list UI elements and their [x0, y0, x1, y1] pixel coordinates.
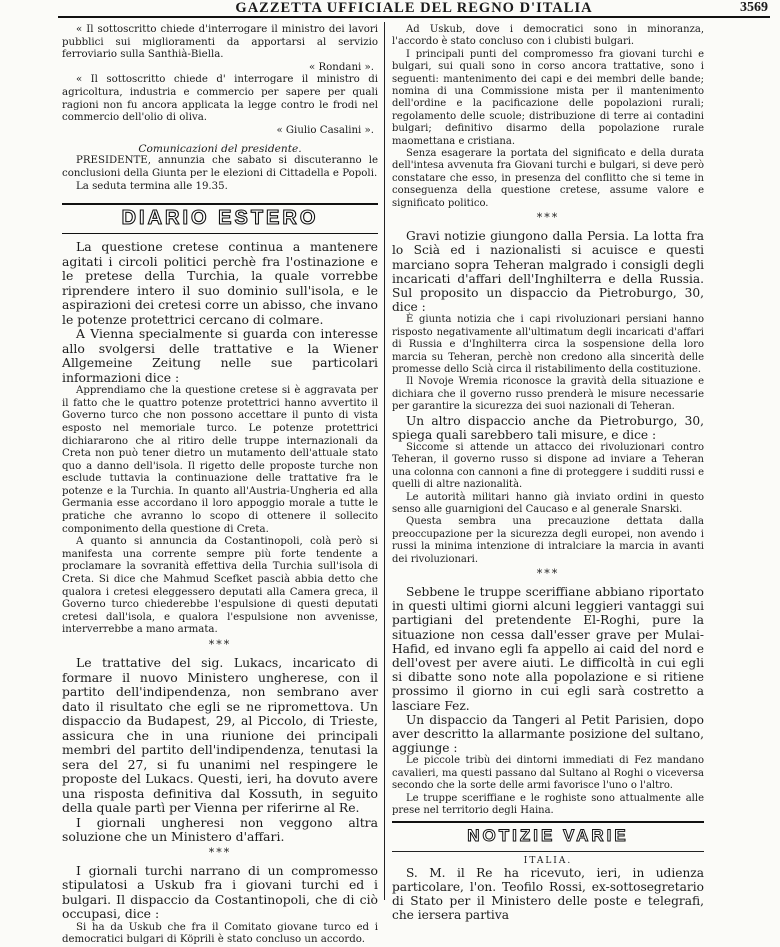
novoje-wremia-paragraph: Il Novoje Wremia riconosce la gravità della situazione e dichiara che il governo russo prenderà le misure necessarie per garantire la sicurezza dei suoi nazionali di Teheran. — [392, 376, 704, 413]
fez-tribes-paragraph: Le piccole tribù dei dintorni immediati di Fez mandano cavalieri, ma questi passano dal Sultano al Roghi o viceversa secondo che la sorte delle armi favorisce l'uno o l'altro. — [392, 755, 704, 792]
page-header — [58, 0, 770, 18]
separator-stars: *** — [208, 638, 232, 651]
interrogation-rondani: « Il sottoscritto chiede d'interrogare il ministro dei lavori pubblici sui miglioramenti da apportarsi al servizio ferroviario sulla Santhià-Biella. — [62, 24, 378, 61]
president-communications-heading: Comunicazioni del presidente. — [138, 143, 302, 156]
separator-stars: *** — [208, 845, 232, 859]
cretan-question-paragraph: La questione cretese continua a mantenere agitati i circoli politici perchè fra l'ostinazione e le pretese della Turchia, la quale vorrebbe riprendere intero il suo dominio sull'isola, e le aspirazioni dei cretesi corre un abisso, che invano le potenze protettrici cercano di colmare. — [62, 239, 378, 327]
italia-subheading: ITALIA. — [523, 855, 573, 866]
uskub-accord: Ad Uskub, dove i democratici sono in minoranza, l'accordo è stato concluso con i clubisti bulgari. — [392, 24, 704, 48]
tangeri-dispatch: Un dispaccio da Tangeri al Petit Parisien, dopo aver descritto la allarmante posizione del sultano, aggiunge : — [392, 712, 704, 756]
right-column — [392, 24, 704, 923]
petersburg-dispatch: Un altro dispaccio anche da Pietroburgo, 30, spiega quali sarebbero tali misure, e dice : — [392, 413, 704, 442]
newspaper-title: GAZZETTA UFFICIALE DEL REGNO D'ITALIA — [235, 0, 593, 16]
separator-stars: *** — [536, 211, 560, 225]
session-end: La seduta termina alle 19.35. — [76, 180, 228, 192]
uskub-dispatch: Si ha da Uskub che fra il Comitato giovane turco ed i democratici bulgari di Köprili è stato concluso un accordo. — [62, 921, 378, 946]
interrogation-casalini: « Il sottoscritto chiede d' interrogare il ministro di agricoltura, industria e commercio per sapere per quali ragioni non fu ancora applicata la legge contro le frodi nel commercio dell'olio di oliva. — [62, 74, 378, 124]
hungarian-papers-paragraph: I giornali ungheresi non veggono altra soluzione che un Ministero d'affari. — [62, 814, 378, 844]
column-divider — [384, 22, 385, 900]
precaution-paragraph: Questa sembra una precauzione dettata dalla preoccupazione per la sicurezza degli europei, non avendo i russi la minima intenzione di intralciare la marcia in avanti dei rivoluzionari. — [392, 516, 704, 565]
section-title-notizie-varie: NOTIZIE VARIE — [467, 825, 629, 845]
signature-casalini: « Giulio Casalini ». — [276, 124, 374, 136]
separator-stars: *** — [536, 567, 560, 581]
signature-rondani: « Rondani ». — [309, 61, 374, 73]
persia-paragraph: Gravi notizie giungono dalla Persia. La lotta fra lo Scià ed i nazionalisti si acuisce e questi marciano sopra Teheran malgrado i consigli degli incaricati d'affari dell'Inghilterra e della Russia. Sul proposito un dispaccio da Pietroburgo, 30, dice : — [392, 229, 704, 315]
vienna-paragraph: A Vienna specialmente si guarda con interesse allo svolgersi delle trattative e la Wiener Allgemeine Zeitung nelle sue particolari informazioni dice : — [62, 326, 378, 385]
president-announcement: PRESIDENTE, annunzia che sabato si discuteranno le conclusioni della Giunta per le elezioni di Cittadella e Popoli. — [62, 155, 378, 179]
lukacs-paragraph: Le trattative del sig. Lukacs, incaricato di formare il nuovo Ministero ungherese, con il partito dell'indipendenza, non sembrano aver dato il risultato che egli se ne ripromettova. Un dispaccio da Budapest, 29, al Piccolo, di Trieste, assicura che in una riunione dei principali membri del partito dell'indipendenza, tenutasi la sera del 27, si fu unanimi nel respingere le proposte del Lukacs. Questi, ieri, ha dovuto avere una risposta definitiva dal Kossuth, in seguito della quale partì per Vienna per riferirne al Re. — [62, 655, 378, 815]
diario-estero-header — [62, 203, 378, 234]
teheran-column-paragraph: Siccome si attende un attacco dei rivoluzionari contro Teheran, il governo russo si dispone ad inviare a Teheran una colonna con cannoni a fine di proteggere i sudditi russi e quelli di altre nazionalità. — [392, 441, 704, 491]
turkish-papers-paragraph: I giornali turchi narrano di un compromesso stipulatosi a Uskub fra i giovani turchi ed i bulgari. Il dispaccio da Costantinopoli, che di ciò occupasi, dice : — [62, 862, 378, 921]
compromise-points: I principali punti del compromesso fra giovani turchi e bulgari, sui quali sono in corso ancora trattative, sono i seguenti: mantenimento dei capi e dei membri delle bande; nomina di una Commissione mista per il mantenimento dell'ordine e la pacificazione delle popolazioni rurali; regolamento delle scuole; distribuzione di terre ai contadini bulgari; definitivo disarmo della popolazione rurale maomettana e cristiana. — [392, 48, 704, 147]
constantinople-paragraph: A quanto si annuncia da Costantinopoli, colà però si manifesta una corrente sempre più forte tendente a proclamare la sovranità effettiva della Turchia sull'isola di Creta. Si dice che Mahmud Scefket pascià abbia detto che qualora i cretesi eleggessero deputati alla Camera greca, il Governo turco chiederebbe l'espulsione di questi deputati cretesi dall'isola, e qualora l'espulsione non avvenisse, interverrebbe a mano armata. — [62, 536, 378, 636]
significance-paragraph: Senza esagerare la portata del significato e della durata dell'intesa avvenuta fra Giovani turchi e bulgari, si deve però constatare che esso, in presenza del conflitto che si teme in conseguenza della questione cretese, assume valore e significato politico. — [392, 148, 704, 209]
haina-paragraph: Le truppe sceriffiane e le roghiste sono attualmente alle prese nel territorio degli Haina. — [392, 792, 704, 817]
wiener-zeitung-quote: Apprendiamo che la questione cretese si è aggravata per il fatto che le quattro potenze protettrici hanno avvertito il Governo turco che non possono accettare il punto di vista esposto nel memoriale turco. Le potenze protettrici dichiararono che al ritiro delle truppe internazionali da Creta non può tener dietro un mutamento dell'attuale stato quo a danno dell'isola. Il rigetto delle proposte turche non esclude tuttavia la continuazione delle trattative fra le potenze e la Turchia. In quanto all'Austria-Ungheria ed alla Germania esse accordano il loro appoggio morale a tutte le pratiche che avranno lo scopo di ottenere il sollecito componimento della questione di Creta. — [62, 385, 378, 535]
morocco-paragraph: Sebbene le truppe sceriffiane abbiano riportato in questi ultimi giorni alcuni leggieri vantaggi sui partigiani del pretendente El-Roghi, pure la situazione non cessa dall'esser grave per Mulai-Hafid, ed invano egli fa appello ai caid del nord e dell'ovest per avere aiuti. Le difficoltà in cui egli si dibatte sono note alla popolazione e si ritiene prossimo il giorno in cui egli sarà costretto a lasciare Fez. — [392, 585, 704, 713]
left-column — [62, 24, 378, 946]
king-audience-paragraph: S. M. il Re ha ricevuto, ieri, in udienza particolare, l'on. Teofilo Rossi, ex-sottosegretario di Stato per il Ministero delle poste e telegrafi, che iersera partiva — [392, 865, 704, 923]
persian-revolutionaries-dispatch: È giunta notizia che i capi rivoluzionari persiani hanno risposto negativamente all'ultimatum degli incaricati d'affari di Russia e d'Inghilterra circa la sospensione della loro marcia su Teheran, perchè non credono alla sincerità delle promesse dello Scià circa il ristabilimento della costituzione. — [392, 314, 704, 375]
section-title-diario-estero: DIARIO ESTERO — [121, 207, 319, 230]
page-number: 3569 — [740, 0, 768, 15]
caucasus-orders-paragraph: Le autorità militari hanno già inviato ordini in questo senso alle guarnigioni del Caucaso e al generale Snarski. — [392, 491, 704, 515]
